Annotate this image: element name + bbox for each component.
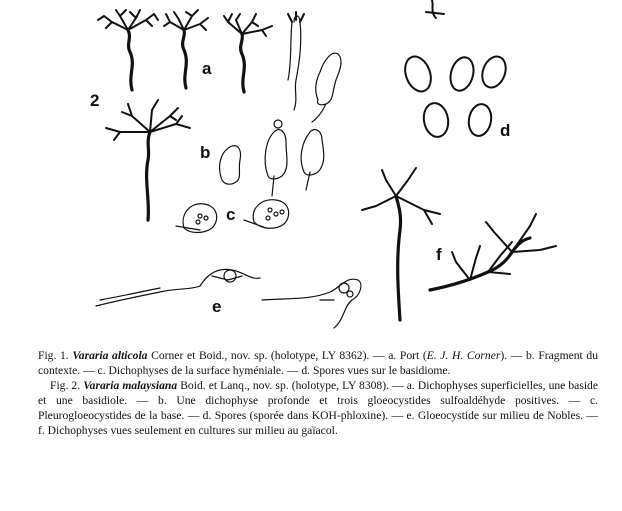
dichophyse-b	[106, 100, 190, 220]
label-fig2: 2	[90, 91, 100, 110]
caption-fig1-species: Vararia alticola	[72, 349, 148, 362]
gloeocystide-e	[96, 269, 361, 328]
basidiole	[312, 53, 341, 122]
caption-fig1-text: ). — b. Fragment du contexte. — c. Dichophyses de la surface hyméniale. — d. Spores vues sur le basidiome.	[38, 349, 598, 378]
label-c: c	[226, 205, 236, 224]
dichophyse-a3	[224, 14, 272, 92]
caption-fig2-species: Vararia malaysiana	[83, 379, 178, 393]
dichophyse-a1	[98, 10, 158, 90]
label-e: e	[212, 297, 222, 316]
caption-fig2-text: Boid. et Lanq., nov. sp. (holotype, LY 8308). — a. Dichophyses superficielles, une baside et une basidiole. — b. Une dichophyse profonde et trois gloeocystides sulfoaldéhyde positives. — c. Pleurogloeocystides de la base. — d. Spores (sporée dans KOH-phloxine). — e. Gloeocystide sur milieu de Nobles. — f. Dichophyses vues seulement en cultures sur milieu au gaïacol.	[38, 379, 598, 438]
label-a: a	[202, 59, 212, 78]
caption-fig1-number: Fig. 1.	[38, 349, 69, 362]
caption-fig1-collector: E. J. H. Corner	[426, 349, 501, 362]
caption-fig1-authority: Corner et Boid., nov. sp. (holotype, LY 8362). — a. Port (	[147, 349, 427, 362]
caption-fig1	[38, 348, 598, 378]
label-f: f	[436, 245, 442, 264]
dichophyses-f	[362, 168, 556, 320]
label-d: d	[500, 121, 511, 140]
caption-fig2-number: Fig. 2.	[50, 379, 81, 393]
fragment-top	[426, 0, 444, 18]
figure-captions	[38, 348, 598, 439]
spores-d	[401, 53, 510, 139]
label-b: b	[200, 143, 211, 162]
baside	[288, 12, 304, 110]
caption-fig2	[38, 378, 598, 438]
gloeocystides-b	[220, 120, 324, 196]
